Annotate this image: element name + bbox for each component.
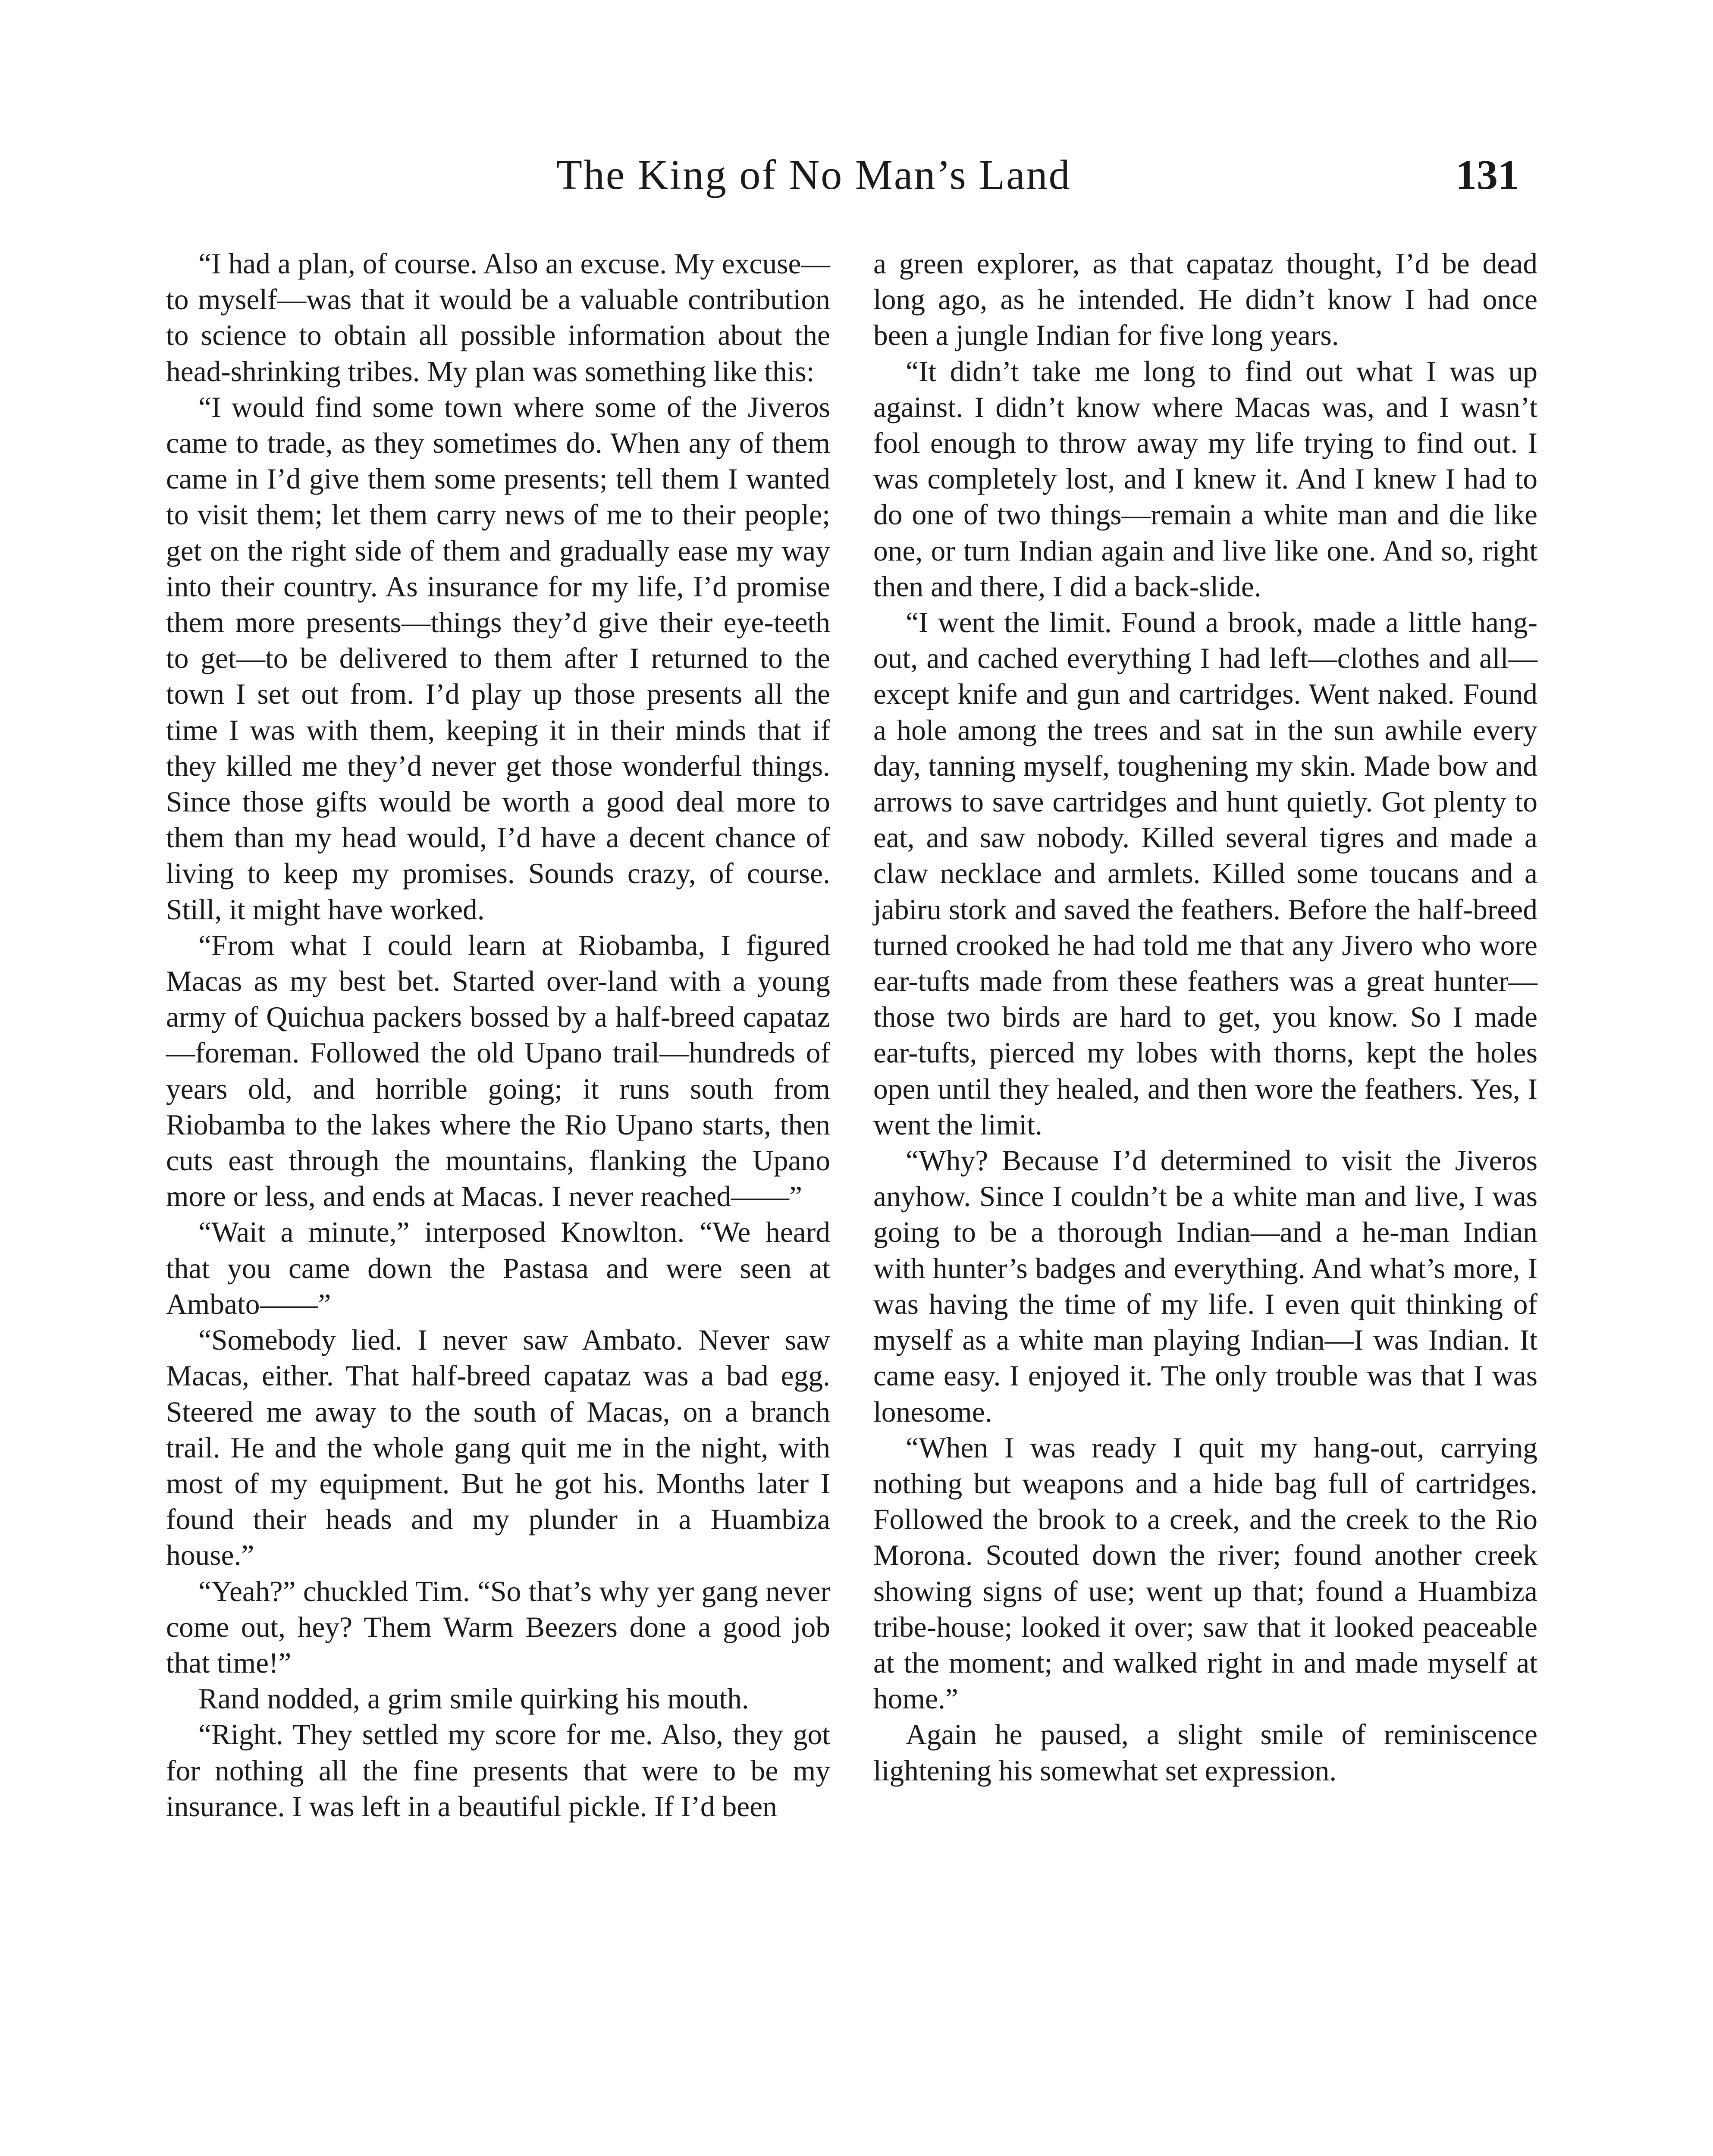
running-title: The King of No Man’s Land: [556, 152, 1071, 198]
paragraph: Rand nodded, a grim smile quirking his mouth.: [198, 1683, 749, 1715]
paragraph-continued: a green explorer, as that capataz thought, I’d be dead long ago, as he intended. He didn’t know I had once been a jungle Indian for five long years.: [873, 248, 1537, 352]
paragraph: “Right. They settled my score for me. Also, they got for nothing all the fine presents that were to be my insurance. I was left in a beautiful pickle. If I’d been: [166, 1718, 830, 1823]
page-header: [0, 151, 1713, 216]
paragraph: “I would find some town where some of the Jiveros came to trade, as they sometimes do. When any of them came in I’d give them some presents; tell them I wanted to visit them; let them carry news of me to their people; get on the right side of them and gradually ease my way into their country. As insurance for my life, I’d promise them more presents—things they’d give their eye-teeth to get—to be delivered to them after I returned to the town I set out from. I’d play up those presents all the time I was with them, keeping it in their minds that if they killed me they’d never get those wonderful things. Since those gifts would be worth a good deal more to them than my head would, I’d have a decent chance of living to keep my promises. Sounds crazy, of course. Still, it might have worked.: [166, 391, 830, 926]
paragraph: Again he paused, a slight smile of reminiscence lightening his somewhat set expression.: [873, 1718, 1537, 1787]
paragraph: “I went the limit. Found a brook, made a little hang-out, and cached everything I had left—clothes and all—except knife and gun and cartridges. Went naked. Found a hole among the trees and sat in the sun awhile every day, tanning myself, toughening my skin. Made bow and arrows to save cartridges and hunt quietly. Got plenty to eat, and saw nobody. Killed several tigres and made a claw necklace and armlets. Killed some toucans and a jabiru stork and saved the feathers. Before the half-breed turned crooked he had told me that any Jivero who wore ear-tufts made from these feathers was a great hunter—those two birds are hard to get, you know. So I made ear-tufts, pierced my lobes with thorns, kept the holes open until they healed, and then wore the feathers. Yes, I went the limit.: [873, 606, 1537, 1141]
paragraph: “Yeah?” chuckled Tim. “So that’s why yer gang never come out, hey? Them Warm Beezers done a good job that time!”: [166, 1575, 830, 1679]
paragraph: “Why? Because I’d determined to visit the Jiveros anyhow. Since I couldn’t be a white man and live, I was going to be a thorough Indian—and a he-man Indian with hunter’s badges and everything. And what’s more, I was having the time of my life. I even quit thinking of myself as a white man playing Indian—I was Indian. It came easy. I enjoyed it. The only trouble was that I was lonesome.: [873, 1144, 1537, 1428]
right-column: [873, 246, 1537, 1789]
left-column: [166, 246, 830, 1824]
paragraph: “It didn’t take me long to find out what I was up against. I didn’t know where Macas was, and I wasn’t fool enough to throw away my life trying to find out. I was completely lost, and I knew it. And I knew I had to do one of two things—remain a white man and die like one, or turn Indian again and live like one. And so, right then and there, I did a back-slide.: [873, 355, 1537, 603]
paragraph: “I had a plan, of course. Also an excuse. My excuse—to myself—was that it would be a valuable contribution to science to obtain all possible information about the head-shrinking tribes. My plan was something like this:: [166, 248, 830, 388]
page-number: 131: [1456, 152, 1519, 198]
paragraph: “Wait a minute,” interposed Knowlton. “We heard that you came down the Pastasa and were seen at Ambato——”: [166, 1216, 830, 1320]
paragraph: “From what I could learn at Riobamba, I figured Macas as my best bet. Started over-land with a young army of Quichua packers bossed by a half-breed capataz—foreman. Followed the old Upano trail—hundreds of years old, and horrible going; it runs south from Riobamba to the lakes where the Rio Upano starts, then cuts east through the mountains, flanking the Upano more or less, and ends at Macas. I never reached——”: [166, 929, 830, 1213]
paragraph: “When I was ready I quit my hang-out, carrying nothing but weapons and a hide bag full of cartridges. Followed the brook to a creek, and the creek to the Rio Morona. Scouted down the river; found another creek showing signs of use; went up that; found a Huambiza tribe-house; looked it over; saw that it looked peaceable at the moment; and walked right in and made myself at home.”: [873, 1431, 1537, 1715]
paragraph: “Somebody lied. I never saw Ambato. Never saw Macas, either. That half-breed capataz was a bad egg. Steered me away to the south of Macas, on a branch trail. He and the whole gang quit me in the night, with most of my equipment. But he got his. Months later I found their heads and my plunder in a Huambiza house.”: [166, 1324, 830, 1572]
